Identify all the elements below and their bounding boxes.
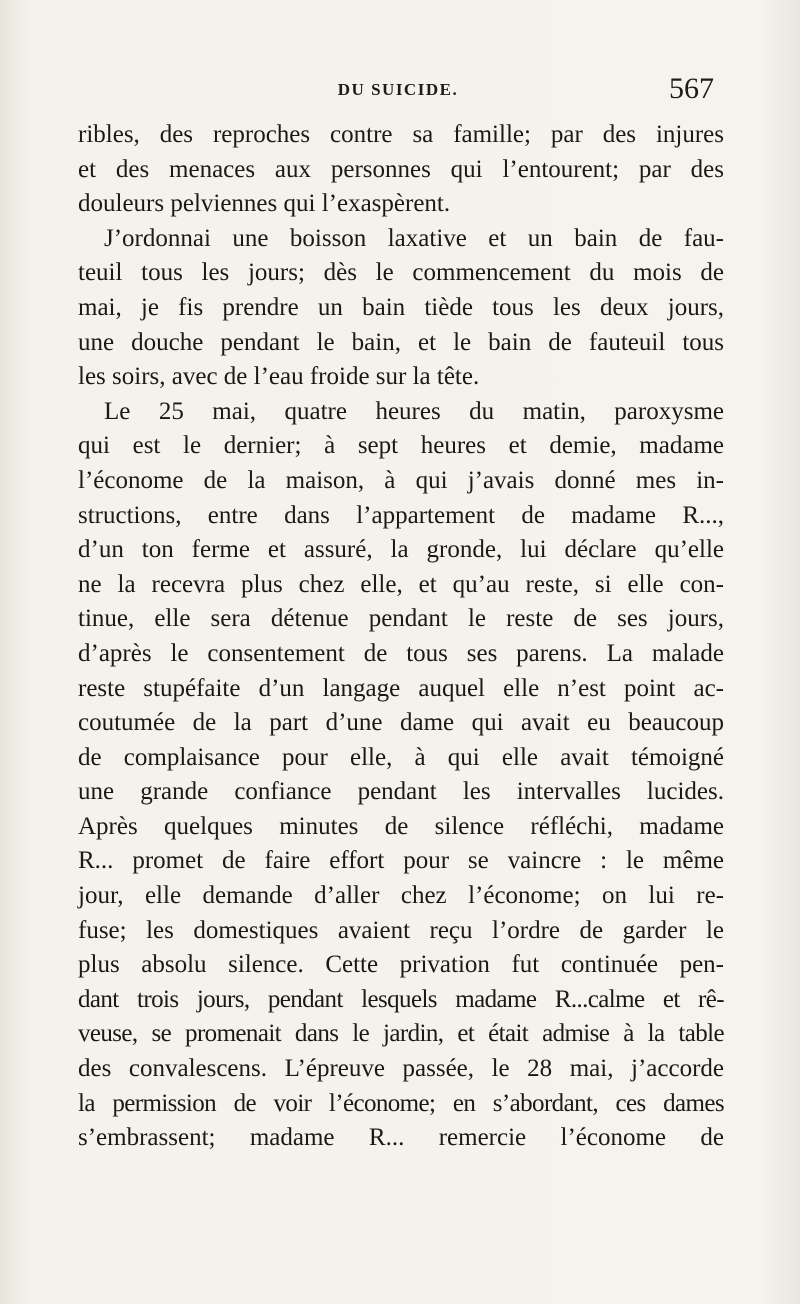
running-head: DU SUICIDE. bbox=[337, 80, 459, 99]
text-line: Le 25 mai, quatre heures du matin, paroxysme bbox=[104, 397, 724, 425]
page-number: 567 bbox=[669, 72, 714, 105]
text-line: les soirs, avec de l’eau froide sur la tête. bbox=[78, 363, 480, 391]
text-line: une grande confiance pendant les intervalles lucides. bbox=[78, 778, 724, 806]
text-line: s’embrassent; madame R... remercie l’économe de bbox=[78, 1124, 724, 1152]
text-line: la permission de voir l’économe; en s’abordant, ces dames bbox=[78, 1089, 724, 1117]
text-line: J’ordonnai une boisson laxative et un bain de fau- bbox=[104, 224, 724, 252]
text-line: ribles, des reproches contre sa famille; par des injures bbox=[78, 121, 724, 148]
text-line: l’économe de la maison, à qui j’avais donné mes in- bbox=[78, 466, 724, 494]
text-line: R... promet de faire effort pour se vaincre : le même bbox=[78, 847, 724, 875]
text-line: et des menaces aux personnes qui l’entourent; par des bbox=[78, 155, 724, 183]
text-line: mai, je fis prendre un bain tiède tous les deux jours, bbox=[78, 293, 724, 321]
text-line: fuse; les domestiques avaient reçu l’ordre de garder le bbox=[78, 916, 724, 944]
text-line: veuse, se promenait dans le jardin, et était admise à la table bbox=[78, 1020, 724, 1048]
text-line: plus absolu silence. Cette privation fut continuée pen- bbox=[78, 951, 724, 979]
text-line: tinue, elle sera détenue pendant le reste de ses jours, bbox=[78, 605, 724, 633]
text-line: Après quelques minutes de silence réfléchi, madame bbox=[78, 812, 724, 840]
text-line: de complaisance pour elle, à qui elle avait témoigné bbox=[78, 743, 724, 771]
body-text bbox=[78, 118, 724, 1156]
text-line: structions, entre dans l’appartement de madame R..., bbox=[78, 501, 724, 529]
text-line: dant trois jours, pendant lesquels madame R...calme et rê- bbox=[78, 985, 724, 1013]
text-line: d’un ton ferme et assuré, la gronde, lui déclare qu’elle bbox=[78, 536, 724, 564]
text-line: ne la recevra plus chez elle, et qu’au reste, si elle con- bbox=[78, 570, 724, 598]
text-line: coutumée de la part d’une dame qui avait eu beaucoup bbox=[78, 709, 724, 737]
text-line: qui est le dernier; à sept heures et demie, madame bbox=[78, 432, 724, 460]
text-line: jour, elle demande d’aller chez l’économe; on lui re- bbox=[78, 882, 724, 910]
page-header bbox=[78, 72, 718, 116]
text-line: douleurs pelviennes qui l’exaspèrent. bbox=[78, 190, 451, 218]
text-line: des convalescens. L’épreuve passée, le 28 mai, j’accorde bbox=[78, 1055, 724, 1083]
text-line: une douche pendant le bain, et le bain de fauteuil tous bbox=[78, 328, 724, 356]
text-line: d’après le consentement de tous ses parens. La malade bbox=[78, 639, 724, 667]
text-line: reste stupéfaite d’un langage auquel elle n’est point ac- bbox=[78, 674, 724, 702]
text-line: teuil tous les jours; dès le commencement du mois de bbox=[78, 259, 724, 287]
